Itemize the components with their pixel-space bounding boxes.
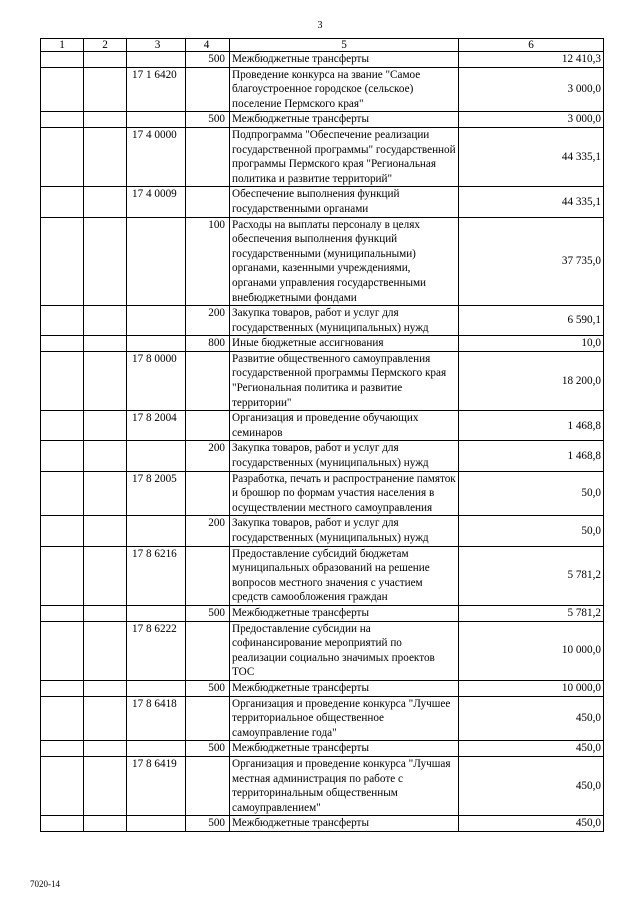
expense-type-cell: 500 [186,52,230,68]
header-col-4: 4 [186,39,230,52]
amount-cell: 3 000,0 [459,112,604,128]
col-1-cell [41,680,84,696]
col-2-cell [84,67,127,112]
expense-type-cell: 800 [186,336,230,352]
amount-cell: 50,0 [459,471,604,516]
col-2-cell [84,351,127,410]
col-2-cell [84,605,127,621]
expense-type-cell [186,411,230,441]
col-2-cell [84,217,127,306]
target-article-cell: 17 8 0000 [127,351,186,410]
col-1-cell [41,605,84,621]
table-row [41,441,604,471]
expense-type-cell: 200 [186,306,230,336]
col-1-cell [41,306,84,336]
expense-type-cell [186,696,230,741]
table-row [41,217,604,306]
expense-type-cell [186,471,230,516]
header-col-5: 5 [230,39,459,52]
name-cell: Разработка, печать и распространение памяток и брошюр по формам участия населения в осуществлении местного самоуправления [230,471,459,516]
col-2-cell [84,516,127,546]
amount-cell: 450,0 [459,741,604,757]
name-cell: Закупка товаров, работ и услуг для государственных (муниципальных) нужд [230,516,459,546]
expense-type-cell [186,187,230,217]
table-row [41,471,604,516]
col-1-cell [41,516,84,546]
amount-cell: 10 000,0 [459,680,604,696]
table-row [41,756,604,815]
table-row [41,306,604,336]
col-1-cell [41,112,84,128]
col-2-cell [84,306,127,336]
table-row [41,336,604,352]
col-2-cell [84,411,127,441]
target-article-cell [127,306,186,336]
col-2-cell [84,52,127,68]
name-cell: Межбюджетные трансферты [230,52,459,68]
expense-type-cell: 500 [186,605,230,621]
table-row [41,67,604,112]
expense-type-cell: 500 [186,741,230,757]
expense-type-cell [186,546,230,605]
table-row [41,546,604,605]
name-cell: Организация и проведение обучающих семинаров [230,411,459,441]
col-1-cell [41,217,84,306]
amount-cell: 10 000,0 [459,621,604,680]
amount-cell: 18 200,0 [459,351,604,410]
amount-cell: 50,0 [459,516,604,546]
name-cell: Предоставление субсидий бюджетам муниципальных образований на решение вопросов местного значения с участием средств самообложения граждан [230,546,459,605]
col-2-cell [84,441,127,471]
table-row [41,351,604,410]
target-article-cell: 17 4 0000 [127,127,186,186]
amount-cell: 10,0 [459,336,604,352]
col-2-cell [84,336,127,352]
target-article-cell: 17 1 6420 [127,67,186,112]
target-article-cell [127,741,186,757]
expense-type-cell: 200 [186,441,230,471]
col-2-cell [84,756,127,815]
name-cell: Проведение конкурса на звание "Самое благоустроенное городское (сельское) поселение Пермского края" [230,67,459,112]
amount-cell: 1 468,8 [459,441,604,471]
amount-cell: 1 468,8 [459,411,604,441]
col-2-cell [84,471,127,516]
header-col-2: 2 [84,39,127,52]
expense-type-cell [186,127,230,186]
target-article-cell: 17 8 6418 [127,696,186,741]
amount-cell: 3 000,0 [459,67,604,112]
amount-cell: 6 590,1 [459,306,604,336]
expense-type-cell [186,756,230,815]
header-col-1: 1 [41,39,84,52]
amount-cell: 37 735,0 [459,217,604,306]
col-2-cell [84,696,127,741]
amount-cell: 450,0 [459,756,604,815]
col-1-cell [41,546,84,605]
target-article-cell [127,816,186,832]
target-article-cell [127,605,186,621]
col-1-cell [41,441,84,471]
col-2-cell [84,680,127,696]
col-2-cell [84,741,127,757]
target-article-cell [127,52,186,68]
amount-cell: 44 335,1 [459,187,604,217]
table-row [41,680,604,696]
target-article-cell [127,217,186,306]
target-article-cell [127,112,186,128]
expense-type-cell: 500 [186,112,230,128]
col-1-cell [41,741,84,757]
col-1-cell [41,187,84,217]
col-1-cell [41,471,84,516]
expense-type-cell: 500 [186,680,230,696]
col-1-cell [41,816,84,832]
col-1-cell [41,336,84,352]
name-cell: Обеспечение выполнения функций государственными органами [230,187,459,217]
table-row [41,741,604,757]
col-1-cell [41,52,84,68]
name-cell: Организация и проведение конкурса "Лучшая местная администрация по работе с территоринальным общественным самоуправлением" [230,756,459,815]
amount-cell: 5 781,2 [459,546,604,605]
expense-type-cell [186,621,230,680]
expense-type-cell: 100 [186,217,230,306]
table-row [41,516,604,546]
name-cell: Иные бюджетные ассигнования [230,336,459,352]
header-col-3: 3 [127,39,186,52]
table-row [41,112,604,128]
amount-cell: 450,0 [459,696,604,741]
col-1-cell [41,411,84,441]
amount-cell: 44 335,1 [459,127,604,186]
table-row [41,816,604,832]
target-article-cell: 17 8 6222 [127,621,186,680]
name-cell: Предоставление субсидии на софинансирование мероприятий по реализации социально значимых проектов ТОС [230,621,459,680]
col-1-cell [41,127,84,186]
table-row [41,696,604,741]
name-cell: Межбюджетные трансферты [230,605,459,621]
col-1-cell [41,756,84,815]
col-1-cell [41,696,84,741]
target-article-cell [127,516,186,546]
table-row [41,127,604,186]
table-row [41,411,604,441]
table-row [41,621,604,680]
col-2-cell [84,621,127,680]
col-1-cell [41,621,84,680]
col-2-cell [84,112,127,128]
col-1-cell [41,351,84,410]
header-col-6: 6 [459,39,604,52]
col-1-cell [41,67,84,112]
table-row [41,52,604,68]
table-row [41,187,604,217]
name-cell: Подпрограмма "Обеспечение реализации государственной программы" государственной программы Пермского края "Региональная политика и развитие территорий" [230,127,459,186]
document-code: 7020-14 [30,879,60,889]
budget-table [40,38,604,832]
amount-cell: 12 410,3 [459,52,604,68]
target-article-cell [127,336,186,352]
amount-cell: 5 781,2 [459,605,604,621]
target-article-cell: 17 8 6216 [127,546,186,605]
name-cell: Закупка товаров, работ и услуг для государственных (муниципальных) нужд [230,306,459,336]
expense-type-cell [186,67,230,112]
name-cell: Расходы на выплаты персоналу в целях обеспечения выполнения функций государственными (муниципальными) органами, казенными учреждениями, органами управления государственными внебюджетными фондами [230,217,459,306]
expense-type-cell: 500 [186,816,230,832]
name-cell: Межбюджетные трансферты [230,112,459,128]
col-2-cell [84,187,127,217]
col-2-cell [84,816,127,832]
target-article-cell: 17 8 2004 [127,411,186,441]
target-article-cell: 17 8 2005 [127,471,186,516]
col-2-cell [84,127,127,186]
target-article-cell [127,441,186,471]
col-2-cell [84,546,127,605]
target-article-cell: 17 8 6419 [127,756,186,815]
amount-cell: 450,0 [459,816,604,832]
page-number: 3 [317,20,323,31]
target-article-cell [127,680,186,696]
table-header-row [41,39,604,52]
name-cell: Развитие общественного самоуправления государственной программы Пермского края "Региональная политика и развитие территории" [230,351,459,410]
name-cell: Организация и проведение конкурса "Лучшее территориальное общественное самоуправление года" [230,696,459,741]
expense-type-cell: 200 [186,516,230,546]
name-cell: Закупка товаров, работ и услуг для государственных (муниципальных) нужд [230,441,459,471]
name-cell: Межбюджетные трансферты [230,816,459,832]
table-row [41,605,604,621]
target-article-cell: 17 4 0009 [127,187,186,217]
name-cell: Межбюджетные трансферты [230,741,459,757]
expense-type-cell [186,351,230,410]
name-cell: Межбюджетные трансферты [230,680,459,696]
